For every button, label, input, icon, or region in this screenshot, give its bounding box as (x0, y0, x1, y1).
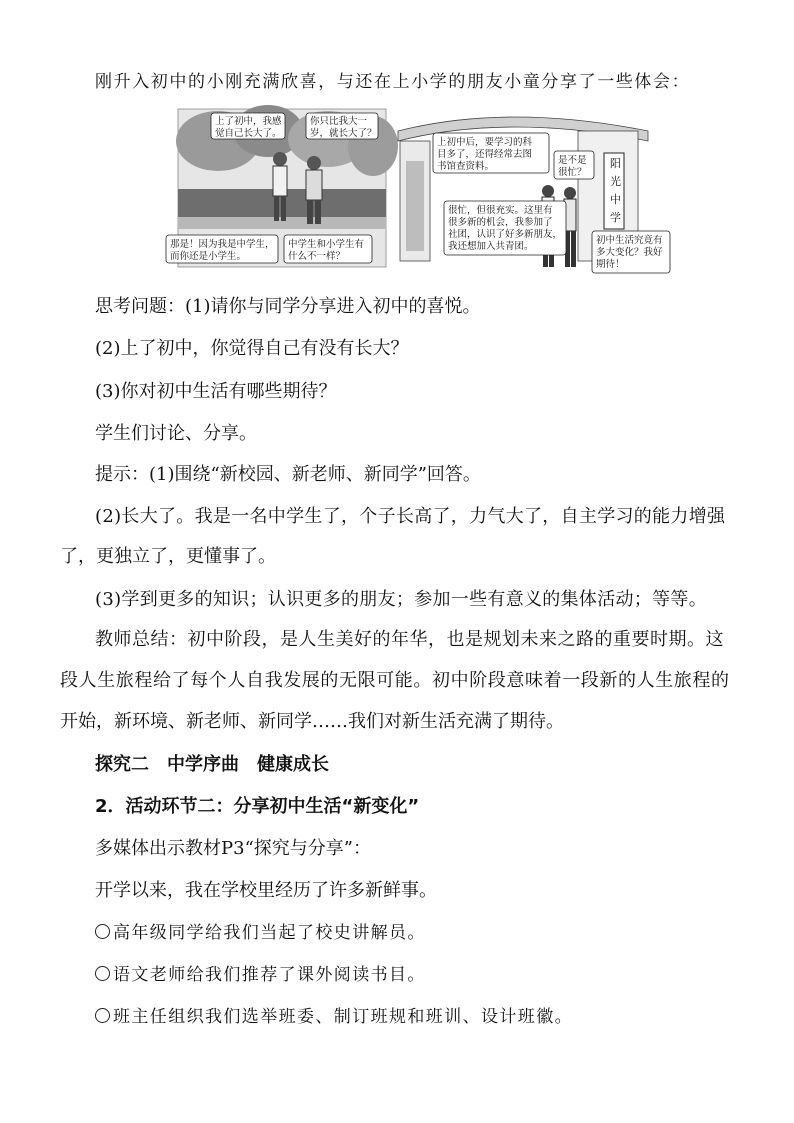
school-sign-4: 学 (610, 211, 621, 224)
summary-line-1: 初中阶段，是人生美好的年华，也是规划未来之路的重要时期。这 (187, 629, 724, 650)
comic-illustration (170, 101, 670, 277)
tip-3: (3)学到更多的知识；认识更多的朋友；参加一些有意义的集体活动；等等。 (95, 589, 707, 610)
tip-2-line-1: (2)长大了。我是一名中学生了，个子长高了，力气大了，自主学习的能力增强 (95, 506, 726, 527)
summary-block (95, 628, 724, 652)
bubble-left-2b: 岁，就长大了？ (310, 128, 377, 139)
summary-label: 教师总结： (95, 629, 188, 650)
bubble-left-1b: 觉自己长大了。 (215, 128, 282, 139)
section-2-heading: 探究二 中学序曲 健康成长 (95, 754, 329, 775)
bubble-right-1a: 上初中后，要学习的科 (437, 137, 533, 148)
tip-2-line-2: 了，更独立了，更懂事了。 (60, 546, 276, 567)
bubble-left-4a: 中学生和小学生有 (288, 239, 365, 250)
bubble-left-1a: 上了初中，我感 (215, 116, 282, 127)
activity-2-heading: 2．活动环节二：分享初中生活“新变化” (95, 796, 420, 817)
list-item-text: 高年级同学给我们当起了校史讲解员。 (113, 923, 426, 943)
list-item (95, 921, 426, 945)
bubble-left-4b: 什么不一样？ (288, 251, 346, 262)
intro-text: 刚升入初中的小刚充满欣喜，与还在上小学的朋友小童分享了一些体会： (95, 72, 691, 92)
list-item-text: 语文老师给我们推荐了课外阅读书目。 (113, 965, 426, 985)
bubble-right-3b: 很多新的机会，我参加了 (448, 217, 553, 228)
questions-block (95, 295, 481, 319)
bubble-right-2a: 是不是 (558, 155, 587, 166)
bubble-left-3b: 而你还是小学生。 (170, 251, 247, 262)
tips-block (95, 463, 481, 487)
school-sign-3: 中 (610, 193, 621, 206)
bubble-right-4b: 多大变化？我好 (596, 247, 663, 258)
bubble-right-4a: 初中生活究竟有 (596, 235, 663, 246)
summary-line-2: 段人生旅程给了每个人自我发展的无限可能。初中阶段意味着一段新的人生旅程的 (60, 670, 730, 691)
list-item (95, 963, 426, 987)
question-1: (1)请你与同学分享进入初中的喜悦。 (185, 296, 481, 317)
bubble-left-2a: 你只比我大一 (310, 116, 368, 127)
bubble-right-1b: 目多了，还得经常去图 (437, 149, 533, 160)
list-item-text: 班主任组织我们选举班委、制订班规和班训、设计班徽。 (113, 1007, 573, 1027)
discussion-text: 学生们讨论、分享。 (95, 423, 257, 444)
summary-line-3: 开始，新环境、新老师、新同学……我们对新生活充满了期待。 (60, 711, 564, 732)
school-sign-2: 光 (610, 175, 621, 188)
questions-label: 思考问题： (95, 296, 185, 317)
circle-bullet-icon (95, 924, 110, 939)
tip-1: (1)围绕“新校园、新老师、新同学”回答。 (149, 464, 481, 485)
circle-bullet-icon (95, 1008, 110, 1023)
question-3: (3)你对初中生活有哪些期待？ (95, 381, 337, 402)
bubble-right-4c: 期待！ (596, 259, 625, 270)
tips-label: 提示： (95, 464, 149, 485)
bubble-left-3a: 那是！因为我是中学生， (170, 239, 275, 250)
school-sign-1: 阳 (610, 157, 621, 170)
bubble-right-2b: 很忙？ (558, 167, 587, 178)
since-text: 开学以来，我在学校里经历了许多新鲜事。 (95, 880, 437, 901)
question-2: (2)上了初中，你觉得自己有没有长大？ (95, 338, 409, 359)
list-item (95, 1005, 573, 1029)
bubble-right-1c: 书馆查资料。 (437, 161, 495, 172)
bubble-right-3a: 很忙，但很充实。这里有 (448, 205, 553, 216)
bubble-right-3d: 我还想加入共青团。 (448, 241, 534, 252)
circle-bullet-icon (95, 966, 110, 981)
bubble-right-3c: 社团，认识了好多新朋友， (448, 229, 563, 240)
multimedia-text: 多媒体出示教材P3“探究与分享”： (95, 838, 371, 859)
